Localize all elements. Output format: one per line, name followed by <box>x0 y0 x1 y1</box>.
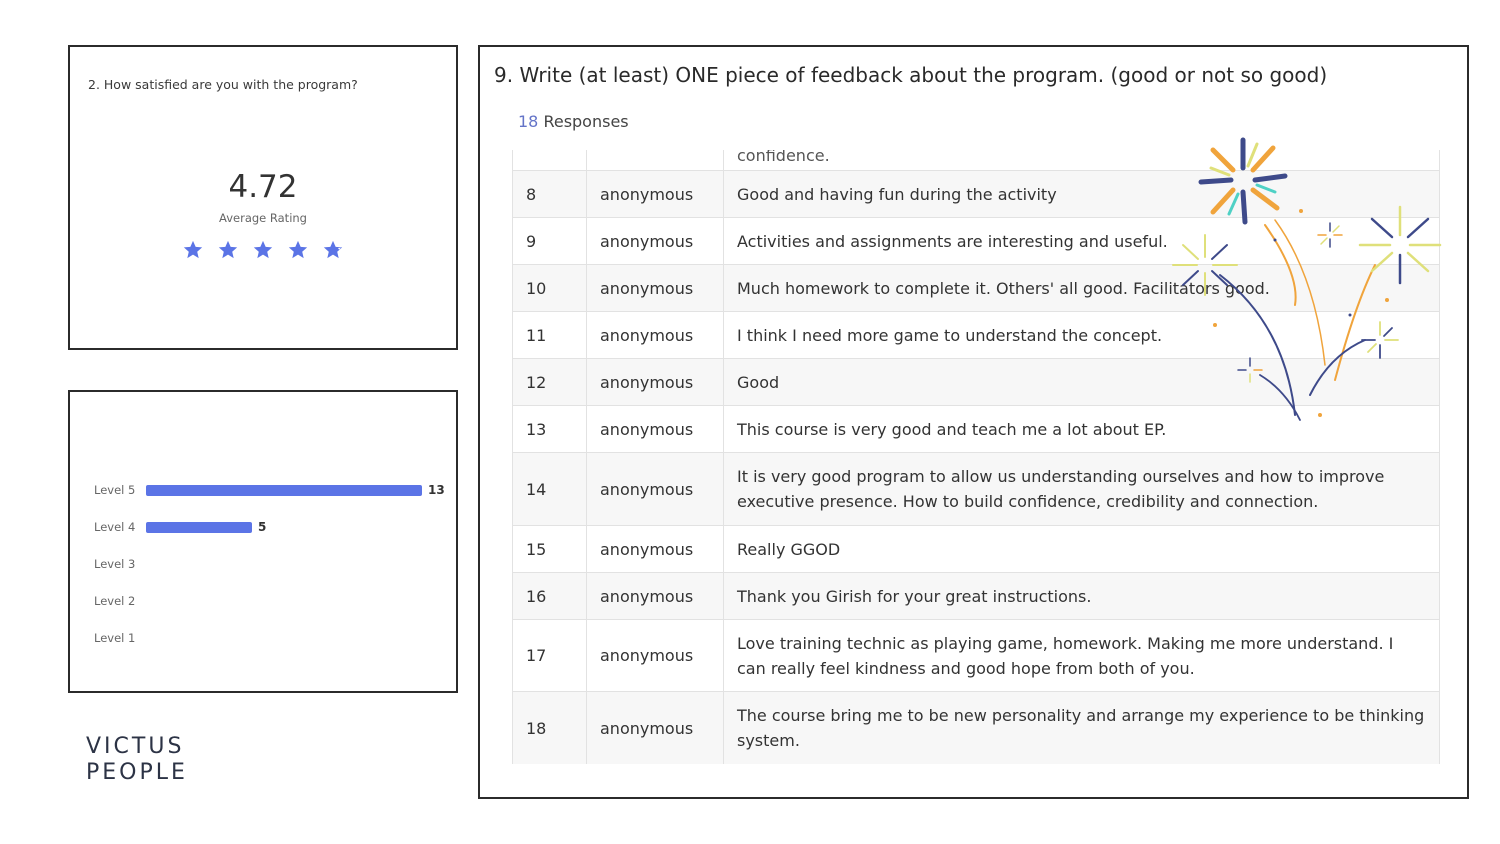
response-text: Much homework to complete it. Others' all good. Facilitators good. <box>724 265 1440 312</box>
bar-label: Level 5 <box>94 483 136 497</box>
star-icon <box>322 239 344 261</box>
bar-label: Level 2 <box>94 594 136 608</box>
response-text: Really GGOD <box>724 526 1440 573</box>
average-rating-label: Average Rating <box>219 211 307 225</box>
logo-line-1: VICTUS <box>86 734 185 759</box>
table-row <box>513 218 1440 265</box>
bar-row-level-1 <box>94 628 146 648</box>
response-count <box>518 112 629 131</box>
bar-row-level-3 <box>94 554 146 574</box>
table-row <box>513 453 1440 526</box>
bar-row-level-4 <box>94 517 266 537</box>
response-text: Love training technic as playing game, homework. Making me more understand. I can really feel kindness and good hope from both of you. <box>724 620 1440 692</box>
response-text: It is very good program to allow us understanding ourselves and how to improve executive presence. How to build confidence, credibility and connection. <box>724 453 1440 526</box>
table-row <box>513 359 1440 406</box>
response-id: 14 <box>513 453 587 526</box>
respondent-name: anonymous <box>587 453 724 526</box>
respondent-name: anonymous <box>587 620 724 692</box>
star-icon <box>217 239 239 261</box>
response-text: Thank you Girish for your great instructions. <box>724 573 1440 620</box>
bar-row-level-2 <box>94 591 146 611</box>
bar-value: 5 <box>258 520 267 534</box>
response-id: 15 <box>513 526 587 573</box>
bar-value: 13 <box>428 483 445 497</box>
respondent-name: anonymous <box>587 265 724 312</box>
response-text: I think I need more game to understand the concept. <box>724 312 1440 359</box>
response-text: Good and having fun during the activity <box>724 171 1440 218</box>
response-id: 17 <box>513 620 587 692</box>
response-id: 13 <box>513 406 587 453</box>
bar-label: Level 4 <box>94 520 136 534</box>
bar <box>146 522 252 533</box>
response-id: 18 <box>513 692 587 765</box>
table-row <box>513 171 1440 218</box>
respondent-name: anonymous <box>587 312 724 359</box>
star-icon <box>252 239 274 261</box>
response-text: Good <box>724 359 1440 406</box>
average-rating-value: 4.72 <box>228 169 298 205</box>
table-row <box>513 620 1440 692</box>
table-row <box>513 265 1440 312</box>
star-icon <box>287 239 309 261</box>
bar-label: Level 1 <box>94 631 136 645</box>
victus-people-logo <box>86 734 188 786</box>
star-rating <box>70 239 456 261</box>
response-text: The course bring me to be new personality and arrange my experience to be thinking system. <box>724 692 1440 765</box>
bar-row-level-5 <box>94 480 445 500</box>
rating-distribution-chart <box>68 390 458 693</box>
table-row <box>513 150 1440 171</box>
response-count-label: Responses <box>538 112 629 131</box>
response-text: Activities and assignments are interesting and useful. <box>724 218 1440 265</box>
response-id: 8 <box>513 171 587 218</box>
table-row <box>513 312 1440 359</box>
table-row <box>513 573 1440 620</box>
table-row <box>513 406 1440 453</box>
response-id: 12 <box>513 359 587 406</box>
logo-line-2: PEOPLE <box>86 760 188 785</box>
question-title: 2. How satisfied are you with the program? <box>88 77 358 92</box>
response-id: 11 <box>513 312 587 359</box>
response-id: 16 <box>513 573 587 620</box>
response-text: This course is very good and teach me a lot about EP. <box>724 406 1440 453</box>
responses-table-scroll[interactable] <box>512 150 1440 764</box>
bar-label: Level 3 <box>94 557 136 571</box>
satisfaction-rating-card <box>68 45 458 350</box>
table-row <box>513 526 1440 573</box>
response-id: 9 <box>513 218 587 265</box>
response-count-number: 18 <box>518 112 539 131</box>
table-row <box>513 692 1440 765</box>
response-text: confidence. <box>724 150 1440 171</box>
respondent-name: anonymous <box>587 573 724 620</box>
respondent-name: anonymous <box>587 218 724 265</box>
respondent-name: anonymous <box>587 359 724 406</box>
bar <box>146 485 422 496</box>
question-title: 9. Write (at least) ONE piece of feedback about the program. (good or not so good) <box>494 63 1328 87</box>
responses-table <box>512 150 1440 764</box>
respondent-name: anonymous <box>587 171 724 218</box>
respondent-name: anonymous <box>587 692 724 765</box>
respondent-name: anonymous <box>587 526 724 573</box>
feedback-responses-card <box>478 45 1469 799</box>
respondent-name: anonymous <box>587 406 724 453</box>
star-icon <box>182 239 204 261</box>
response-id: 10 <box>513 265 587 312</box>
